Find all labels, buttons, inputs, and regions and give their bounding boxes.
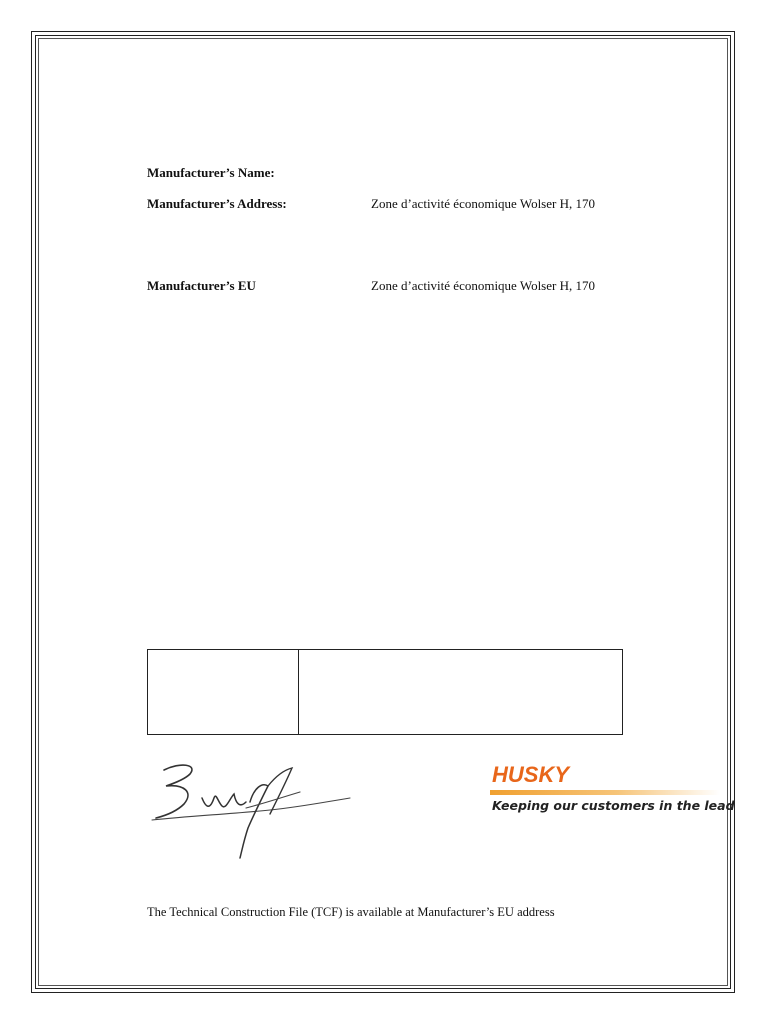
logo-tagline: Keeping our customers in the lead [492, 798, 735, 813]
manufacturer-address-value: Zone d’activité économique Wolser H, 170 [371, 196, 595, 211]
husky-logo [490, 762, 735, 822]
logo-underline [490, 790, 720, 795]
manufacturer-name-label: Manufacturer’s Name: [147, 165, 275, 180]
logo-wordmark: HUSKY [492, 762, 570, 787]
manufacturer-eu-label: Manufacturer’s EU [147, 278, 256, 293]
table-cell-right [299, 650, 622, 734]
manufacturer-eu-value: Zone d’activité économique Wolser H, 170 [371, 278, 595, 293]
table-cell-left [148, 650, 299, 734]
empty-table-box [147, 649, 623, 735]
tcf-footer-note: The Technical Construction File (TCF) is available at Manufacturer’s EU address [147, 905, 555, 919]
page-border-innermost [38, 38, 728, 986]
signature-image [150, 758, 360, 868]
manufacturer-address-label: Manufacturer’s Address: [147, 196, 287, 211]
